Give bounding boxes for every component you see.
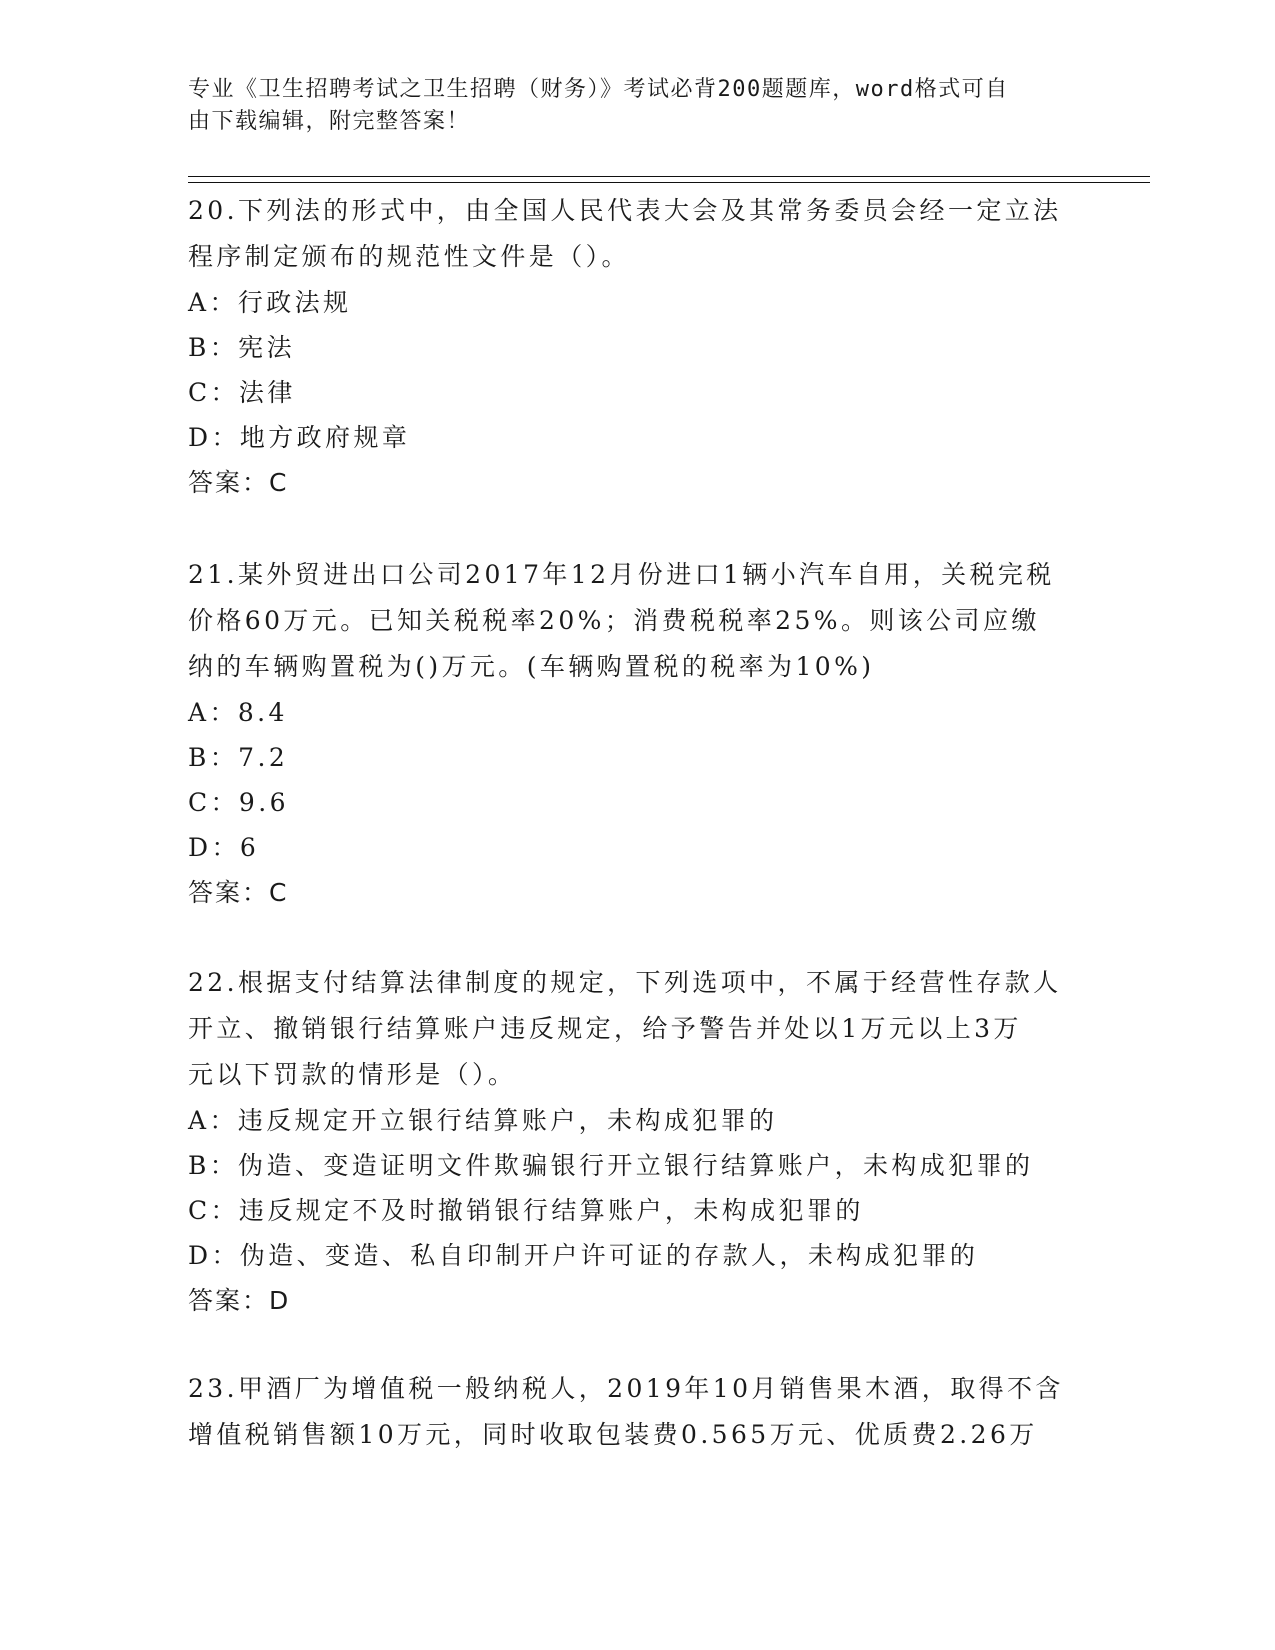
question-stem-line: 20.下列法的形式中，由全国人民代表大会及其常务委员会经一定立法 <box>188 196 1062 225</box>
option-c: C：法律 <box>188 378 296 407</box>
option-a: A：行政法规 <box>188 288 352 317</box>
option-b: B：宪法 <box>188 333 295 362</box>
option-c: C：违反规定不及时撤销银行结算账户，未构成犯罪的 <box>188 1196 864 1225</box>
option-d: D：地方政府规章 <box>188 423 411 452</box>
option-a: A：违反规定开立银行结算账户，未构成犯罪的 <box>188 1106 778 1135</box>
question-stem-line: 增值税销售额10万元，同时收取包装费0.565万元、优质费2.26万 <box>188 1420 1038 1449</box>
question-stem-line: 22.根据支付结算法律制度的规定，下列选项中，不属于经营性存款人 <box>188 968 1062 997</box>
question-stem-line: 23.甲酒厂为增值税一般纳税人，2019年10月销售果木酒，取得不含 <box>188 1374 1064 1403</box>
option-a: A：8.4 <box>188 698 288 727</box>
question-22 <box>188 960 1088 1324</box>
header-divider-top <box>188 176 1150 177</box>
question-stem-line: 元以下罚款的情形是（）。 <box>188 1060 517 1089</box>
answer-line: 答案：C <box>188 468 289 497</box>
question-20 <box>188 188 1088 506</box>
question-stem-line: 价格60万元。已知关税税率20%；消费税税率25%。则该公司应缴 <box>188 606 1040 635</box>
header-line-2: 由下载编辑，附完整答案！ <box>188 109 471 134</box>
header-line-1: 专业《卫生招聘考试之卫生招聘（财务）》考试必背200题题库，word格式可自 <box>188 77 1009 102</box>
answer-line: 答案：D <box>188 1286 291 1315</box>
answer-line: 答案：C <box>188 878 289 907</box>
question-stem-line: 程序制定颁布的规范性文件是（）。 <box>188 242 630 271</box>
option-b: B：7.2 <box>188 743 289 772</box>
option-d: D：伪造、变造、私自印制开户许可证的存款人，未构成犯罪的 <box>188 1241 979 1270</box>
question-stem-line: 纳的车辆购置税为()万元。(车辆购置税的税率为10%) <box>188 652 875 681</box>
question-21 <box>188 552 1088 916</box>
header-divider-bottom <box>188 182 1150 183</box>
question-stem-line: 开立、撤销银行结算账户违反规定，给予警告并处以1万元以上3万 <box>188 1014 1022 1043</box>
option-d: D：6 <box>188 833 260 862</box>
question-stem-line: 21.某外贸进出口公司2017年12月份进口1辆小汽车自用，关税完税 <box>188 560 1055 589</box>
option-c: C：9.6 <box>188 788 289 817</box>
document-header <box>188 74 1068 138</box>
question-23 <box>188 1366 1088 1458</box>
option-b: B：伪造、变造证明文件欺骗银行开立银行结算账户，未构成犯罪的 <box>188 1151 1034 1180</box>
